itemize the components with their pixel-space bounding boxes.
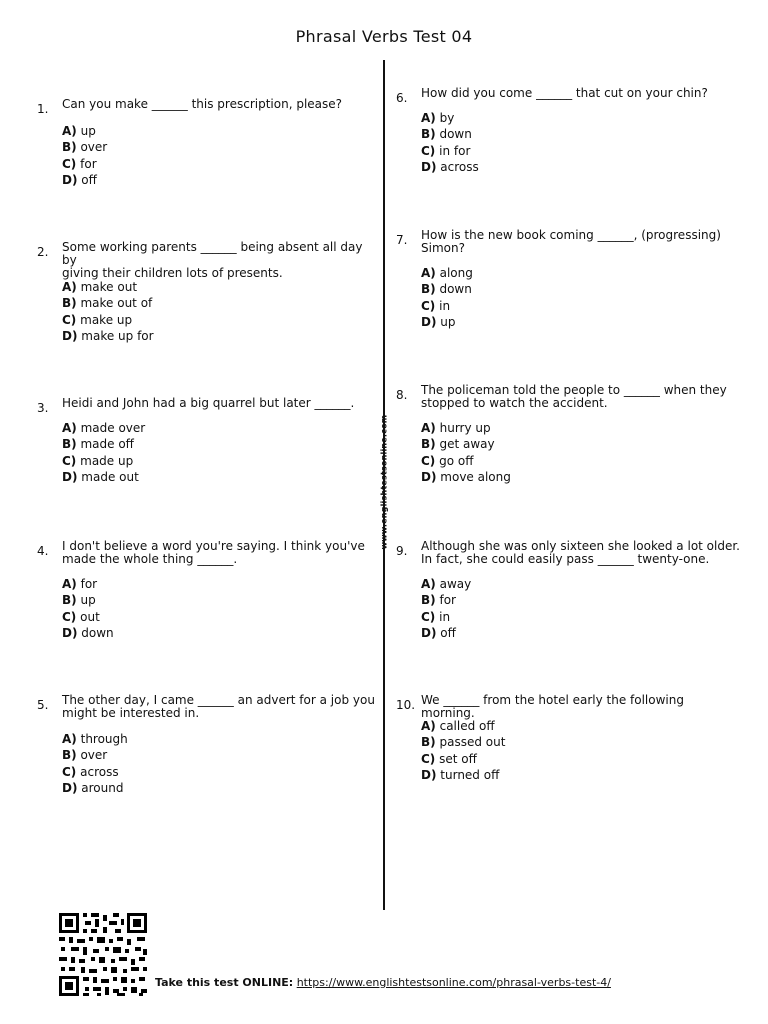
option-c[interactable]: C) go off (421, 453, 474, 468)
question-number: 5. (37, 698, 49, 712)
option-b[interactable]: B) over (62, 140, 108, 155)
answer-options (62, 576, 114, 641)
answer-options (421, 576, 471, 641)
question-number: 1. (37, 102, 49, 116)
option-b[interactable]: B) down (421, 282, 472, 297)
footer-online-test (155, 976, 611, 989)
option-d[interactable]: D) across (421, 159, 479, 174)
option-a[interactable]: A) by (421, 111, 455, 125)
question-number: 8. (396, 388, 408, 402)
option-a[interactable]: A) hurry up (421, 421, 491, 435)
option-d[interactable]: D) down (62, 625, 114, 640)
answer-options (62, 420, 145, 485)
answer-options (421, 420, 511, 485)
option-d[interactable]: D) up (421, 314, 456, 329)
question-number: 2. (37, 245, 49, 259)
option-a[interactable]: A) called off (421, 719, 495, 733)
question-number: 7. (396, 233, 408, 247)
answer-options (62, 123, 107, 188)
option-b[interactable]: B) down (421, 127, 472, 142)
question-number: 9. (396, 544, 408, 558)
option-b[interactable]: B) up (62, 593, 96, 608)
side-watermark-url: www.englishtestsonline.com (379, 414, 389, 550)
question-text: Can you make ______ this prescription, please? (62, 97, 343, 111)
question-number: 3. (37, 401, 49, 415)
option-c[interactable]: C) in for (421, 143, 471, 158)
question-text: The policeman told the people to ______ when they stopped to watch the accident. (421, 383, 727, 410)
question-text: We ______ from the hotel early the following morning. (421, 693, 684, 720)
question-text: Although she was only sixteen she looked a lot older. In fact, she could easily pass ______ twenty-one. (421, 539, 740, 566)
option-a[interactable]: A) made over (62, 421, 146, 435)
option-b[interactable]: B) passed out (421, 735, 506, 750)
question-text: Some working parents ______ being absent all day by giving their children lots of presents. (62, 240, 363, 280)
footer-test-link[interactable]: https://www.englishtestsonline.com/phrasal-verbs-test-4/ (296, 976, 611, 989)
option-d[interactable]: D) around (62, 780, 124, 795)
option-d[interactable]: D) move along (421, 469, 511, 484)
option-c[interactable]: C) for (62, 156, 97, 171)
option-b[interactable]: B) made off (62, 437, 134, 452)
option-a[interactable]: A) make out (62, 280, 138, 294)
question-text: I don't believe a word you're saying. I think you've made the whole thing ______. (62, 539, 365, 566)
option-d[interactable]: D) off (62, 172, 97, 187)
answer-options (62, 731, 128, 796)
page-title: Phrasal Verbs Test 04 (295, 27, 473, 46)
question-number: 10. (396, 698, 416, 712)
option-d[interactable]: D) make up for (62, 328, 154, 343)
option-a[interactable]: A) for (62, 577, 98, 591)
option-a[interactable]: A) away (421, 577, 472, 591)
question-number: 4. (37, 544, 49, 558)
footer-label: Take this test ONLINE: (155, 976, 294, 989)
qr-code-icon[interactable] (57, 911, 149, 998)
option-b[interactable]: B) get away (421, 437, 495, 452)
option-b[interactable]: B) for (421, 593, 456, 608)
question-text: How is the new book coming ______, (progressing) Simon? (421, 228, 721, 255)
answer-options (62, 279, 154, 344)
option-a[interactable]: A) through (62, 732, 128, 746)
option-d[interactable]: D) off (421, 625, 456, 640)
option-d[interactable]: D) turned off (421, 767, 500, 782)
question-text: Heidi and John had a big quarrel but later ______. (62, 396, 355, 410)
option-a[interactable]: A) along (421, 266, 473, 280)
question-text: How did you come ______ that cut on your chin? (421, 86, 708, 100)
option-c[interactable]: C) across (62, 764, 119, 779)
option-c[interactable]: C) made up (62, 453, 134, 468)
option-c[interactable]: C) make up (62, 312, 133, 327)
question-text: The other day, I came ______ an advert for a job you might be interested in. (62, 693, 375, 720)
option-c[interactable]: C) in (421, 298, 451, 313)
option-c[interactable]: C) in (421, 609, 451, 624)
option-b[interactable]: B) over (62, 748, 108, 763)
answer-options (421, 718, 505, 783)
option-b[interactable]: B) make out of (62, 296, 153, 311)
option-d[interactable]: D) made out (62, 469, 139, 484)
answer-options (421, 265, 473, 330)
question-number: 6. (396, 91, 408, 105)
option-a[interactable]: A) up (62, 124, 96, 138)
option-c[interactable]: C) out (62, 609, 100, 624)
answer-options (421, 110, 479, 175)
option-c[interactable]: C) set off (421, 751, 477, 766)
